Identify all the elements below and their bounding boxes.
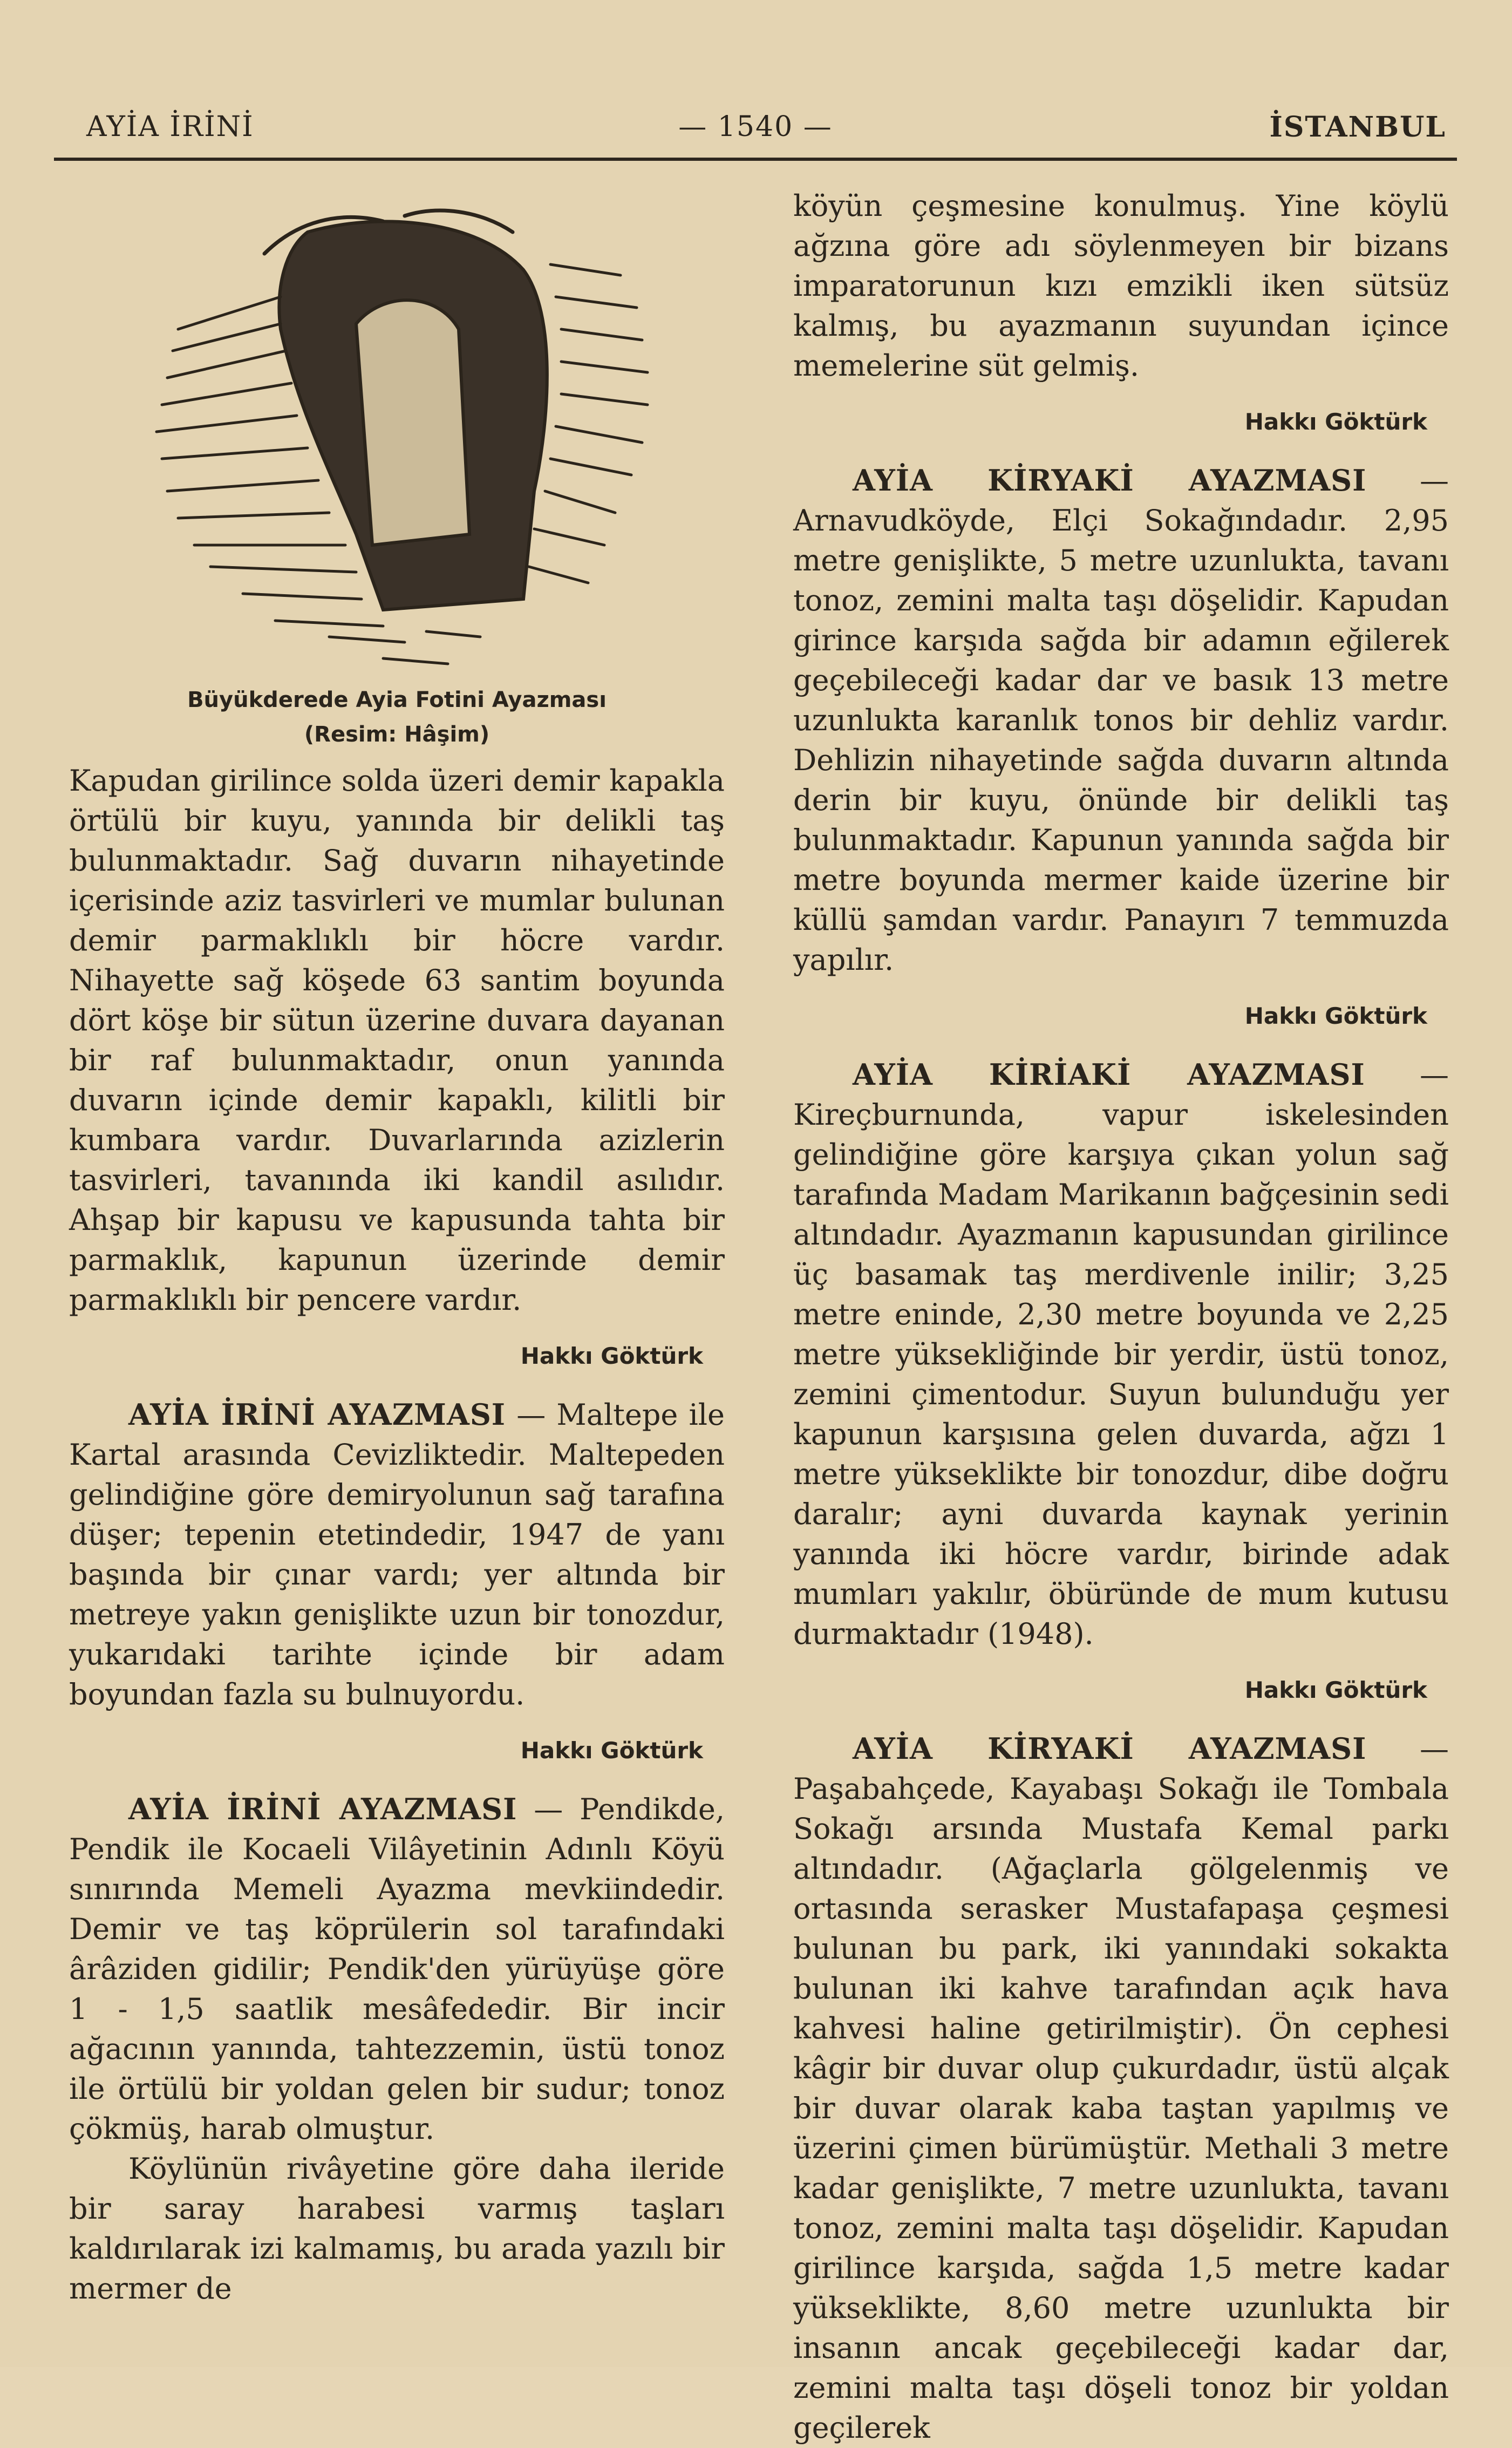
entry-body: — Pendikde, Pendik ile Kocaeli Vilâyetinin Adınlı Köyü sınırında Memeli Ayazma mevkiindedir. Demir ve taş köprülerin sol tarafındaki ârâziden gidilir; Pendik'den yürüyüşe göre 1 - 1,5 saatlik mesâfededir. Bir incir ağacının yanında, tahtezzemin, üstü tonoz ile örtülü bir yoldan gelen bir sudur; tonoz çökmüş, harab olmuştur. — [69, 1792, 725, 2146]
entry-ayia-kiryaki-arnavudkoy — [793, 460, 1449, 980]
entry-heading: AYİA KİRİAKİ AYAZMASI — [853, 1057, 1365, 1092]
entry-ayia-irini-maltepe — [69, 1395, 725, 1715]
author-signature: Hakkı Göktürk — [520, 1343, 703, 1369]
entry-heading: AYİA İRİNİ AYAZMASI — [128, 1397, 506, 1432]
entry-ayia-irini-pendik — [69, 1789, 725, 2149]
entry-body: — Arnavudköyde, Elçi Sokağındadır. 2,95 metre genişlikte, 5 metre uzunlukta, tavanı tonoz, zemini malta taşı döşelidir. Kapudan girince karşıda sağda bir adamın eğilerek geçebileceği kadar dar ve basık 13 metre uzunlukta karanlık tonos bir dehliz vardır. Dehlizin nihayetinde sağda duvarın altında derin bir kuyu, önünde bir delikli taş bulunmaktadır. Kapunun yanında sağda bir metre boyunda mermer kaide üzerine bir küllü şamdan vardır. Panayırı 7 temmuzda yapılır. — [793, 464, 1449, 977]
entry-heading: AYİA KİRYAKİ AYAZMASI — [853, 1731, 1367, 1766]
author-signature: Hakkı Göktürk — [1244, 1003, 1427, 1029]
entry-body: — Paşabahçede, Kayabaşı Sokağı ile Tombala Sokağı arsında Mustafa Kemal parkı altındadır. (Ağaçlarla gölgelenmiş ve ortasında serasker Mustafapaşa çeşmesi bulunan bu park, iki yanındaki sokakta bulunan iki kahve tarafından açık hava kahvesi haline getirilmiştir). Ön cephesi kâgir bir duvar olup çukurdadır, üstü alçak bir duvar olarak kaba taştan yapılmış ve üzerini çimen bürümüştür. Methali 3 metre kadar genişlikte, 7 metre uzunlukta, tavanı tonoz, zemini malta taşı döşelidir. Kapudan girilince karşıda, sağda 1,5 metre kadar yükseklikte, 8,60 metre uzunlukta bir insanın ancak geçebileceği kadar dar, zemini malta taşı döşeli tonoz bir yoldan geçilerek — [793, 1732, 1449, 2445]
author-signature: Hakkı Göktürk — [1244, 409, 1427, 435]
right-paragraph-1: köyün çeşmesine konulmuş. Yine köylü ağzına göre adı söylenmeyen bir bizans imparatorunun kızı emzikli iken sütsüz kalmış, bu ayazmanın suyundan içince memelerine süt gelmiş. — [793, 189, 1449, 383]
author-signature: Hakkı Göktürk — [520, 1737, 703, 1764]
entry-heading: AYİA KİRYAKİ AYAZMASI — [853, 463, 1367, 498]
left-paragraph-1: Kapudan girilince solda üzeri demir kapakla örtülü bir kuyu, yanında bir delikli taş bulunmaktadır. Sağ duvarın nihayetinde içerisinde aziz tasvirleri ve mumlar bulunan demir parmaklıklı bir höcre vardır. Nihayette sağ köşede 63 santim boyunda dört köşe bir sütun üzerine duvara dayanan bir raf bulunmaktadır, onun yanında duvarın içinde demir kapaklı, kilitli bir kumbara vardır. Duvarlarında azizlerin tasvirleri, tavanında iki kandil asılıdır. Ahşap bir kapusu ve kapusunda tahta bir parmaklık, kapunun üzerinde demir parmaklıklı bir pencere vardır. — [69, 764, 725, 1317]
header-rule — [54, 158, 1457, 161]
caption-title: Büyükderede Ayia Fotini Ayazması — [187, 688, 607, 712]
page-number: — 1540 — — [678, 111, 833, 143]
right-column — [793, 186, 1449, 2448]
header-entry-title: AYİA İRİNİ — [86, 111, 254, 143]
header-volume-title: İSTANBUL — [1269, 111, 1446, 144]
entry-ayia-kiriaki-kirecburnu — [793, 1055, 1449, 1654]
entry-ayia-kiryaki-pasabahce — [793, 1729, 1449, 2448]
left-paragraph-continuation: Köylünün rivâyetine göre daha ileride bir saray harabesi varmış taşları kaldırılarak izi kalmamış, bu arada yazılı bir mermer de — [69, 2152, 725, 2306]
left-column — [69, 761, 725, 2309]
ayazma-illustration — [103, 189, 696, 680]
author-signature: Hakkı Göktürk — [1244, 1677, 1427, 1703]
entry-heading: AYİA İRİNİ AYAZMASI — [128, 1792, 517, 1826]
entry-body: — Maltepe ile Kartal arasında Cevizliktedir. Maltepeden gelindiğine göre demiryolunun sağ tarafına düşer; tepenin etetindedir, 1947 de yanı başında bir çınar vardı; yer altında bir metreye yakın genişlikte uzun bir tonozdur, yukarıdaki tarihte içinde bir adam boyundan fazla su bulnuyordu. — [69, 1398, 725, 1711]
entry-body: — Kireçburnunda, vapur iskelesinden gelindiğine göre karşıya çıkan yolun sağ tarafında Madam Marikanın bağçesinin sedi altındadır. Ayazmanın kapusundan girilince üç basamak taş merdivenle inilir; 3,25 metre eninde, 2,30 metre boyunda ve 2,25 metre yüksekliğinde bir yerdir, üstü tonoz, zemini çimentodur. Suyun bulunduğu yer kapunun karşısına gelen duvarda, ağzı 1 metre yükseklikte bir tonozdur, dibe doğru daralır; ayni duvarda kaynak yerinin yanında iki höcre vardır, birinde adak mumları yakılır, öbüründe de mum kutusu durmaktadır (1948). — [793, 1058, 1449, 1651]
figure-caption — [69, 683, 725, 752]
caption-credit: (Resim: Hâşim) — [304, 722, 490, 747]
running-header — [65, 111, 1446, 154]
